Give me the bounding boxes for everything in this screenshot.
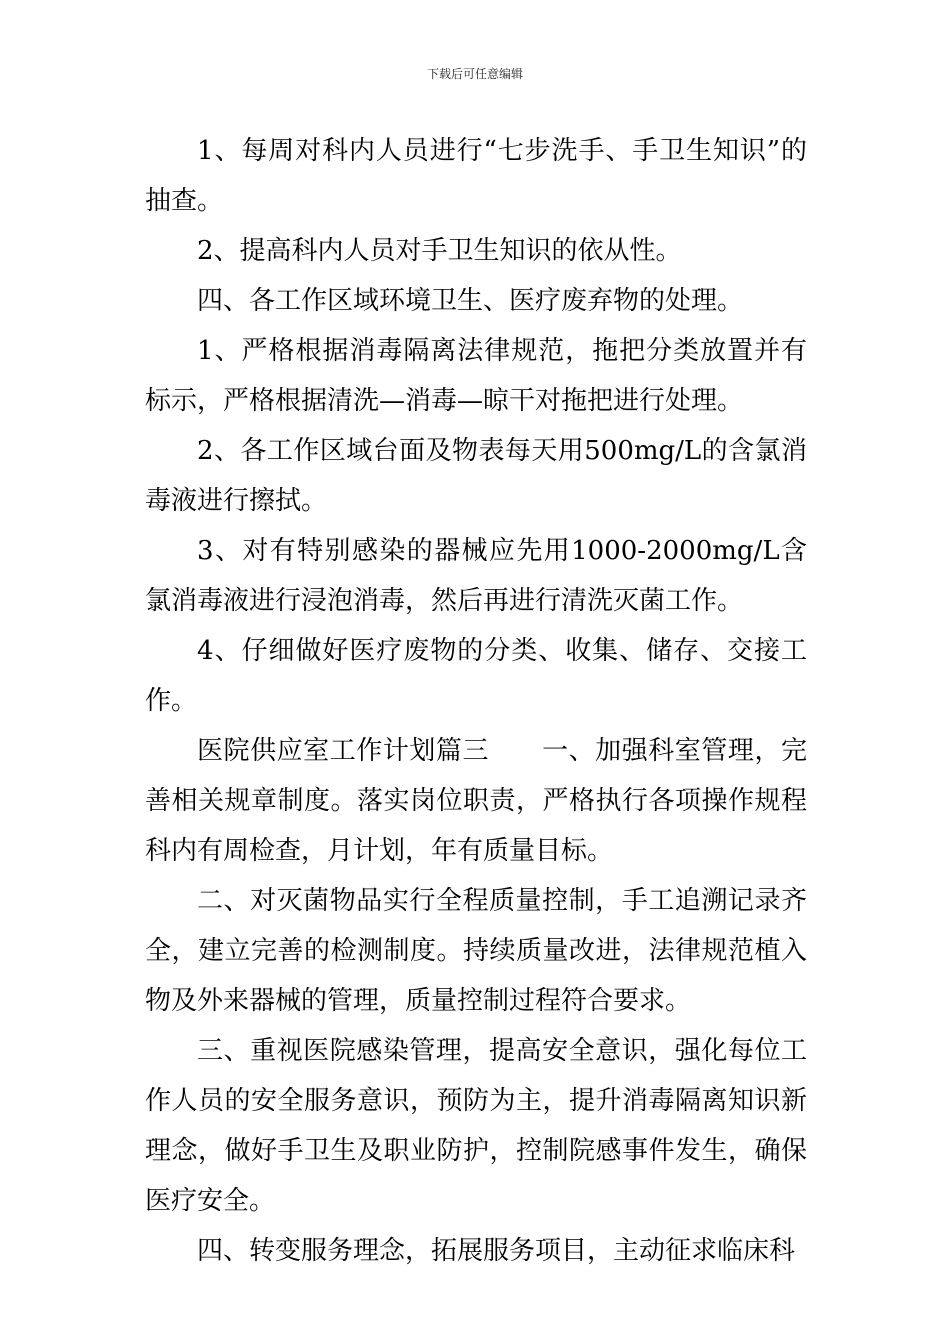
paragraph: 1、严格根据消毒隔离法律规范，拖把分类放置并有标示，严格根据清洗—消毒—晾干对拖把进行处理。 xyxy=(145,336,807,416)
document-body xyxy=(145,126,807,1276)
paragraph: 3、对有特别感染的器械应先用1000-2000mg/L含氯消毒液进行浸泡消毒，然后再进行清洗灭菌工作。 xyxy=(145,536,807,616)
paragraph: 三、重视医院感染管理，提高安全意识，强化每位工作人员的安全服务意识，预防为主，提升消毒隔离知识新理念，做好手卫生及职业防护，控制院感事件发生，确保医疗安全。 xyxy=(145,1036,807,1216)
page-header: 下载后可任意编辑 xyxy=(426,67,523,81)
paragraph: 医院供应室工作计划篇三 一、加强科室管理，完善相关规章制度。落实岗位职责，严格执行各项操作规程科内有周检查，月计划，年有质量目标。 xyxy=(145,736,807,866)
paragraph: 4、仔细做好医疗废物的分类、收集、储存、交接工作。 xyxy=(145,636,807,716)
paragraph: 2、提高科内人员对手卫生知识的依从性。 xyxy=(197,236,682,266)
paragraph: 四、转变服务理念，拓展服务项目，主动征求临床科 xyxy=(197,1236,796,1266)
paragraph: 二、对灭菌物品实行全程质量控制，手工追溯记录齐全，建立完善的检测制度。持续质量改进，法律规范植入物及外来器械的管理，质量控制过程符合要求。 xyxy=(145,886,807,1016)
paragraph: 2、各工作区域台面及物表每天用500mg/L的含氯消毒液进行擦拭。 xyxy=(145,436,807,516)
paragraph: 1、每周对科内人员进行“七步洗手、手卫生知识”的抽查。 xyxy=(145,136,807,216)
paragraph: 四、各工作区域环境卫生、医疗废弃物的处理。 xyxy=(197,286,744,316)
